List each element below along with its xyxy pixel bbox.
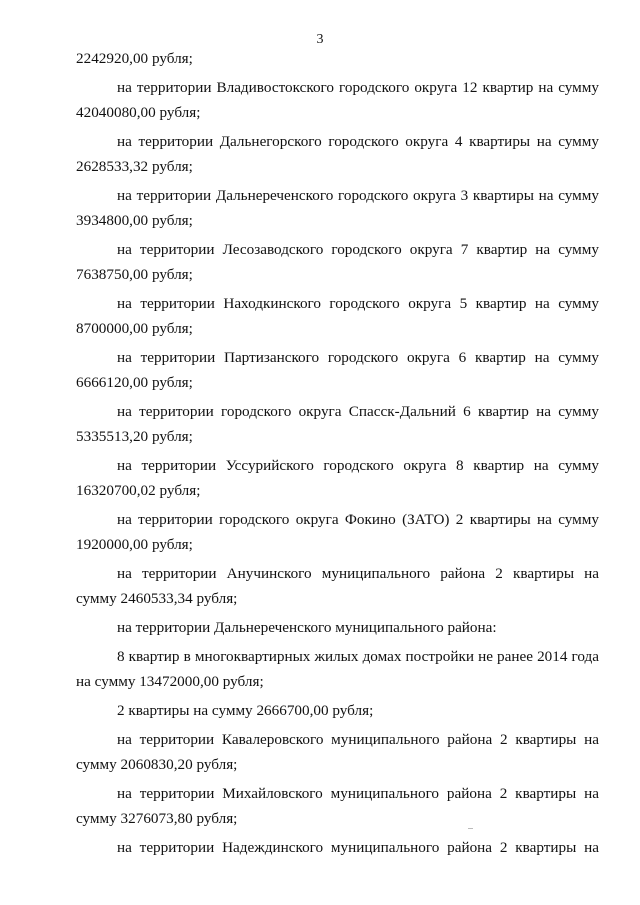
text-line: на территории Дальнереченского городского округа 3 квартиры на сумму (117, 187, 599, 204)
text-line: 7638750,00 рубля; (76, 266, 193, 283)
document-body (76, 46, 599, 864)
scan-artifact (468, 828, 473, 829)
paragraph (76, 129, 599, 179)
text-line: 6666120,00 рубля; (76, 374, 193, 391)
text-line: на территории Дальнегорского городского округа 4 квартиры на сумму (117, 133, 599, 150)
text-line: 42040080,00 рубля; (76, 104, 201, 121)
text-line: 2628533,32 рубля; (76, 158, 193, 175)
text-line: на территории Кавалеровского муниципального района 2 квартиры на (117, 731, 599, 748)
page-number: 3 (316, 32, 324, 47)
paragraph (76, 399, 599, 449)
text-line: сумму 3276073,80 рубля; (76, 810, 238, 827)
paragraph (76, 615, 599, 640)
text-line: на территории Михайловского муниципального района 2 квартиры на (117, 785, 599, 802)
text-line: 8700000,00 рубля; (76, 320, 193, 337)
paragraph (76, 835, 599, 860)
paragraph (76, 46, 599, 71)
text-line: на территории городского округа Спасск-Дальний 6 квартир на сумму (117, 403, 599, 420)
text-line: на территории Уссурийского городского округа 8 квартир на сумму (117, 457, 599, 474)
text-line: на территории Находкинского городского округа 5 квартир на сумму (117, 295, 599, 312)
paragraph (76, 183, 599, 233)
paragraph (76, 345, 599, 395)
text-line: на территории Анучинского муниципального района 2 квартиры на (117, 565, 599, 582)
text-line: на территории Владивостокского городского округа 12 квартир на сумму (117, 79, 599, 96)
paragraph (76, 291, 599, 341)
text-line: на территории Партизанского городского округа 6 квартир на сумму (117, 349, 599, 366)
text-line: 5335513,20 рубля; (76, 428, 193, 445)
text-line: 2 квартиры на сумму 2666700,00 рубля; (117, 702, 374, 719)
paragraph (76, 698, 599, 723)
paragraph (76, 453, 599, 503)
text-line: на сумму 13472000,00 рубля; (76, 673, 264, 690)
text-line: на территории городского округа Фокино (ЗАТО) 2 квартиры на сумму (117, 511, 599, 528)
text-line: на территории Надеждинского муниципального района 2 квартиры на (117, 839, 599, 856)
paragraph (76, 237, 599, 287)
text-line: на территории Дальнереченского муниципального района: (117, 619, 497, 636)
paragraph (76, 727, 599, 777)
text-line: 16320700,02 рубля; (76, 482, 201, 499)
paragraph (76, 781, 599, 831)
text-line: сумму 2060830,20 рубля; (76, 756, 238, 773)
text-line: 8 квартир в многоквартирных жилых домах постройки не ранее 2014 года (117, 648, 599, 665)
text-line: на территории Лесозаводского городского округа 7 квартир на сумму (117, 241, 599, 258)
text-line: сумму 2460533,34 рубля; (76, 590, 238, 607)
paragraph (76, 561, 599, 611)
paragraph (76, 75, 599, 125)
paragraph (76, 644, 599, 694)
paragraph (76, 507, 599, 557)
text-line: 1920000,00 рубля; (76, 536, 193, 553)
text-line: 2242920,00 рубля; (76, 50, 193, 67)
text-line: 3934800,00 рубля; (76, 212, 193, 229)
